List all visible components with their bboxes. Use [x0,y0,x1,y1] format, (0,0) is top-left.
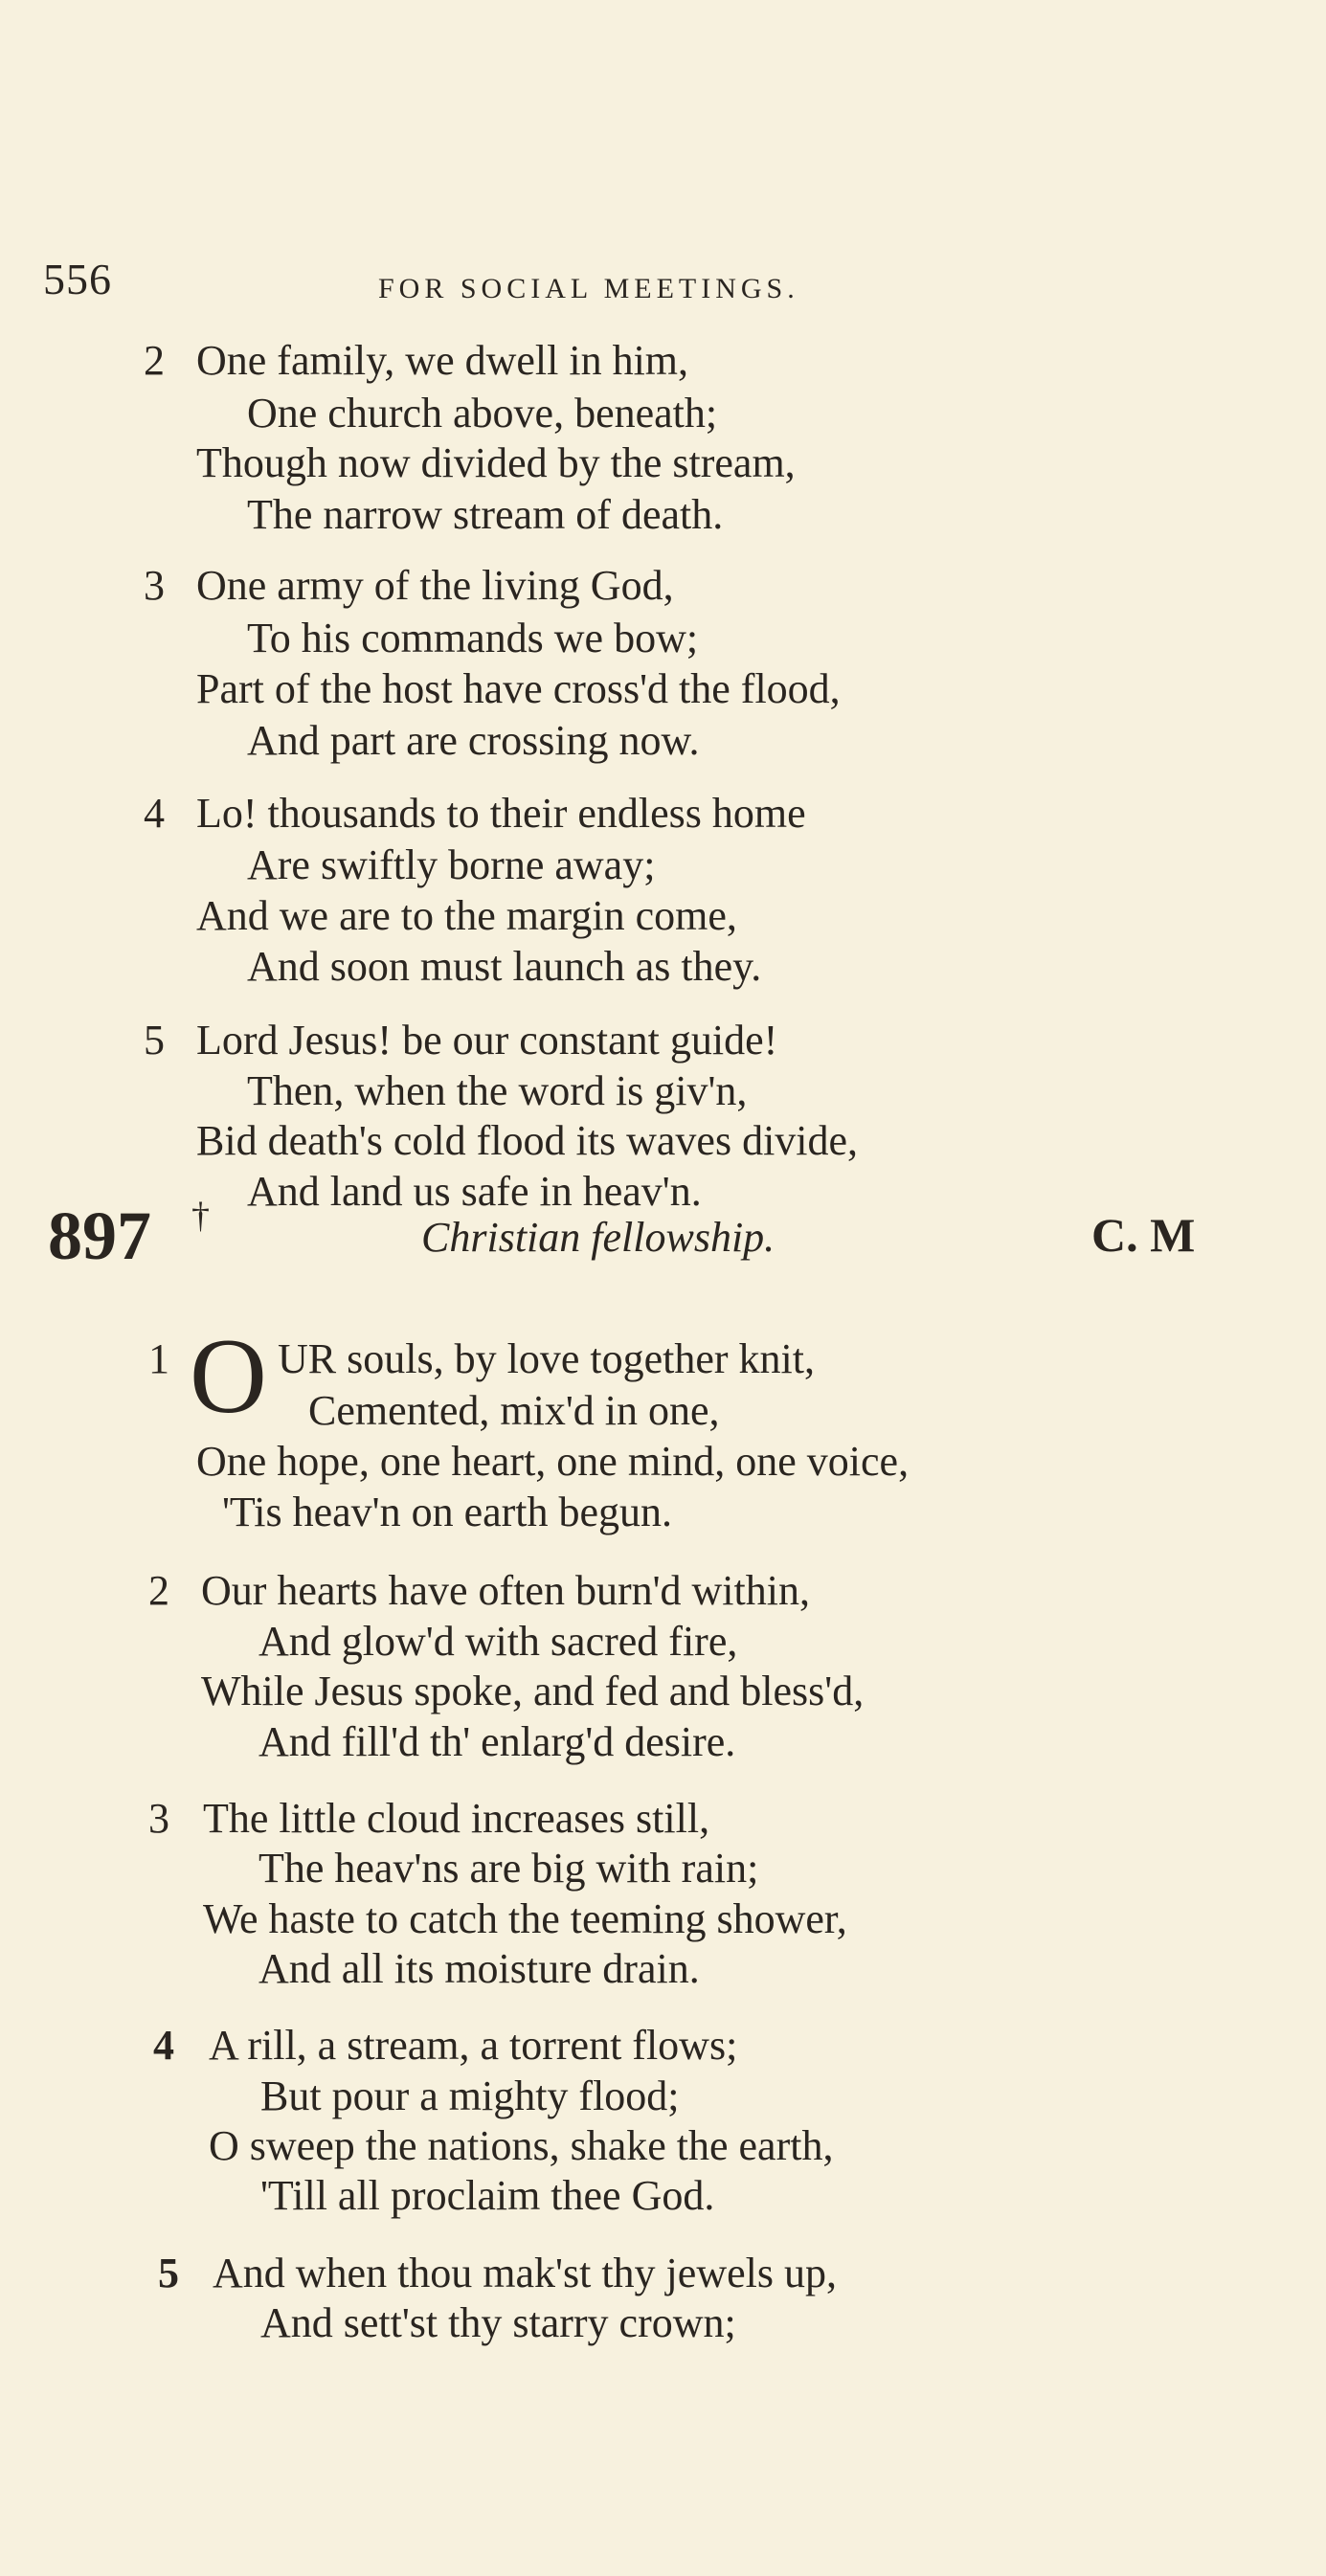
verse-line: And glow'd with sacred fire, [258,1618,738,1665]
running-head: FOR SOCIAL MEETINGS. [378,273,799,304]
verse-number: 1 [148,1335,169,1382]
verse-line: Are swiftly borne away; [247,841,656,888]
verse-number: 4 [144,790,165,837]
verse-line: We haste to catch the teeming shower, [203,1895,847,1942]
verse-number: 4 [153,2022,174,2069]
verse-line: Lord Jesus! be our constant guide! [196,1017,778,1064]
verse-line: Then, when the word is giv'n, [247,1067,748,1114]
verse-line: Our hearts have often burn'd within, [201,1567,810,1614]
verse-line: And land us safe in heav'n. [247,1168,702,1215]
verse-line: And sett'st thy starry crown; [260,2299,736,2346]
verse-line: O sweep the nations, shake the earth, [209,2122,834,2169]
verse-line: UR souls, by love together knit, [278,1335,815,1382]
verse-line: 'Till all proclaim thee God. [260,2172,715,2219]
verse-line: And part are crossing now. [247,717,700,764]
verse-line: Though now divided by the stream, [196,439,796,486]
verse-line: 'Tis heav'n on earth begun. [222,1489,673,1535]
verse-number: 2 [144,337,165,384]
verse-line: One church above, beneath; [247,390,718,437]
verse-line: The little cloud increases still, [203,1795,710,1842]
page-number: 556 [43,255,112,303]
verse-line: Cemented, mix'd in one, [308,1387,720,1434]
verse-number: 2 [148,1567,169,1614]
drop-cap: O [190,1317,267,1436]
dagger-mark: † [191,1196,210,1236]
verse-line: To his commands we bow; [247,615,699,661]
verse-line: Bid death's cold flood its waves divide, [196,1117,859,1164]
verse-number: 3 [148,1795,169,1842]
verse-line: Part of the host have cross'd the flood, [196,665,841,712]
verse-number: 5 [158,2250,179,2296]
hymn-number: 897 [48,1198,151,1274]
verse-line: And when thou mak'st thy jewels up, [213,2250,837,2296]
hymn-heading [48,1196,1283,1278]
verse-line: And fill'd th' enlarg'd desire. [258,1718,736,1765]
verse-line: Lo! thousands to their endless home [196,790,806,837]
verse-line: And all its moisture drain. [258,1945,700,1992]
verse-line: A rill, a stream, a torrent flows; [209,2022,738,2069]
hymn-meter: C. M [1091,1208,1196,1262]
verse-line: One army of the living God, [196,562,674,609]
verse-line: One family, we dwell in him, [196,337,689,384]
verse-line: One hope, one heart, one mind, one voice, [196,1438,910,1485]
page-header [43,254,1288,311]
verse-line: The heav'ns are big with rain; [258,1845,759,1892]
verse-number: 5 [144,1017,165,1064]
verse-line: And we are to the margin come, [196,892,737,939]
hymn-title: Christian fellowship. [421,1214,775,1261]
verse-number: 3 [144,562,165,609]
verse-line: The narrow stream of death. [247,491,724,538]
verse-line: While Jesus spoke, and fed and bless'd, [201,1668,865,1714]
verse-line: And soon must launch as they. [247,943,762,990]
verse-line: But pour a mighty flood; [260,2072,680,2119]
